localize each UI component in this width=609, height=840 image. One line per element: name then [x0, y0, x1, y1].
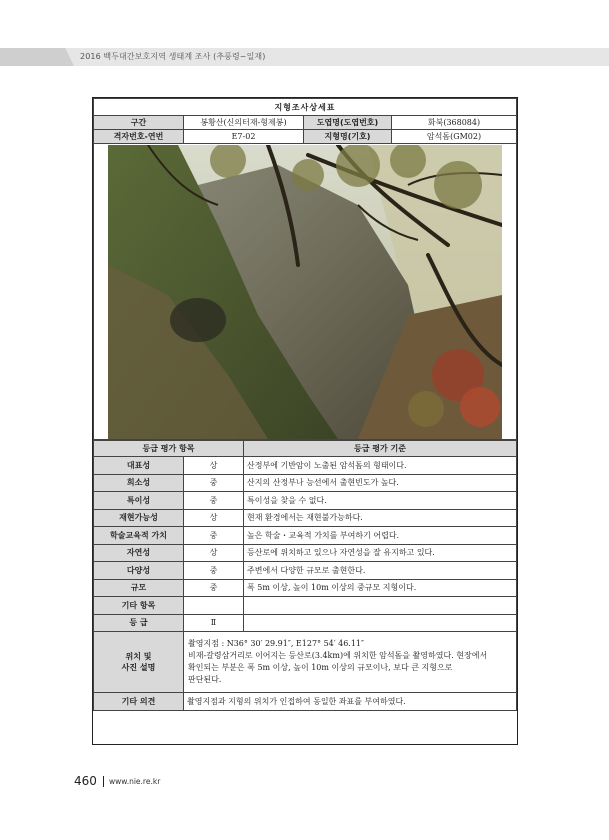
evaluation-grade: 상: [184, 544, 244, 562]
evaluation-row: [94, 562, 517, 580]
other-opinion-label: 기타 의견: [94, 693, 184, 711]
other-opinion-text: 촬영지점과 지형의 위치가 인접하여 동일한 좌표를 부여하였다.: [184, 693, 517, 711]
evaluation-item: 특이성: [94, 492, 184, 510]
evaluation-grade: 중: [184, 527, 244, 545]
running-header-tab: [0, 48, 74, 66]
evaluation-criteria: [244, 597, 517, 615]
landform-label: 지형명(기호): [304, 130, 392, 144]
evaluation-criteria: [244, 614, 517, 632]
evaluation-grade: 상: [184, 509, 244, 527]
location-coordinates: 촬영지점 : N36° 30′ 29.91″, E127° 54′ 46.11″: [188, 639, 365, 648]
footer-divider: [103, 776, 104, 787]
location-desc-line1: 비재-갈령삼거리로 이어지는 등산로(3.4km)에 위치한 암석돔을 촬영하였다. 현장에서: [188, 651, 488, 660]
location-desc-line3: 판단된다.: [188, 675, 222, 684]
evaluation-item: 대표성: [94, 457, 184, 475]
evaluation-item-header: 등급 평가 항목: [94, 441, 244, 457]
section-value: 봉황산(신의터재-형제봉): [184, 116, 304, 130]
evaluation-row: [94, 492, 517, 510]
page-number: 460: [74, 774, 97, 788]
footer-url: www.nie.re.kr: [109, 777, 161, 786]
evaluation-row: [94, 527, 517, 545]
evaluation-grade: 중: [184, 579, 244, 597]
location-label-line1: 위치 및: [125, 652, 152, 661]
evaluation-grade: 중: [184, 474, 244, 492]
evaluation-item: 기타 항목: [94, 597, 184, 615]
location-label-line2: 사진 설명: [121, 663, 156, 672]
map-label: 도엽명(도엽번호): [304, 116, 392, 130]
evaluation-row: [94, 597, 517, 615]
evaluation-item: 다양성: [94, 562, 184, 580]
evaluation-item: 희소성: [94, 474, 184, 492]
evaluation-grade: 중: [184, 562, 244, 580]
map-value: 화북(368084): [392, 116, 517, 130]
landform-value: 암석돔(GM02): [392, 130, 517, 144]
location-label: [94, 632, 184, 693]
evaluation-criteria: 현재 환경에서는 재현불가능하다.: [244, 509, 517, 527]
section-label: 구간: [94, 116, 184, 130]
sheet-header-table: [93, 98, 517, 440]
evaluation-criteria: 폭 5m 이상, 높이 10m 이상의 중규모 지형이다.: [244, 579, 517, 597]
evaluation-row: [94, 474, 517, 492]
evaluation-item: 자연성: [94, 544, 184, 562]
grid-label: 격자번호-연번: [94, 130, 184, 144]
landform-survey-sheet: [92, 97, 518, 745]
evaluation-row: [94, 509, 517, 527]
sheet-title: 지형조사상세표: [94, 99, 517, 116]
evaluation-criteria: 주변에서 다양한 규모로 출현한다.: [244, 562, 517, 580]
evaluation-item: 재현가능성: [94, 509, 184, 527]
photo-cell: [94, 144, 517, 440]
overall-grade-value: Ⅱ: [184, 614, 244, 632]
evaluation-item: 규모: [94, 579, 184, 597]
evaluation-criteria: 특이성을 찾을 수 없다.: [244, 492, 517, 510]
evaluation-table: [93, 440, 517, 711]
rock-dome-photo: [108, 145, 502, 439]
running-header-title: 2016 백두대간보호지역 생태계 조사 (추풍령~일재): [80, 52, 266, 61]
evaluation-criteria: 높은 학술・교육적 가치를 부여하기 어렵다.: [244, 527, 517, 545]
evaluation-row: [94, 579, 517, 597]
evaluation-criteria-header: 등급 평가 기준: [244, 441, 517, 457]
evaluation-criteria: 등산로에 위치하고 있으나 자연성을 잘 유지하고 있다.: [244, 544, 517, 562]
evaluation-row: [94, 614, 517, 632]
location-desc-line2: 확인되는 부분은 폭 5m 이상, 높이 10m 이상의 규모이나, 보다 큰 지형으로: [188, 663, 453, 672]
evaluation-grade: [184, 597, 244, 615]
evaluation-grade: 상: [184, 457, 244, 475]
grid-value: E7-02: [184, 130, 304, 144]
evaluation-criteria: 산정부에 기반암이 노출된 암석돔의 형태이다.: [244, 457, 517, 475]
evaluation-row: [94, 457, 517, 475]
evaluation-criteria: 산지의 산정부나 능선에서 출현빈도가 높다.: [244, 474, 517, 492]
location-description: [184, 632, 517, 693]
overall-grade-label: 등 급: [94, 614, 184, 632]
evaluation-item: 학술교육적 가치: [94, 527, 184, 545]
evaluation-grade: 중: [184, 492, 244, 510]
evaluation-row: [94, 544, 517, 562]
